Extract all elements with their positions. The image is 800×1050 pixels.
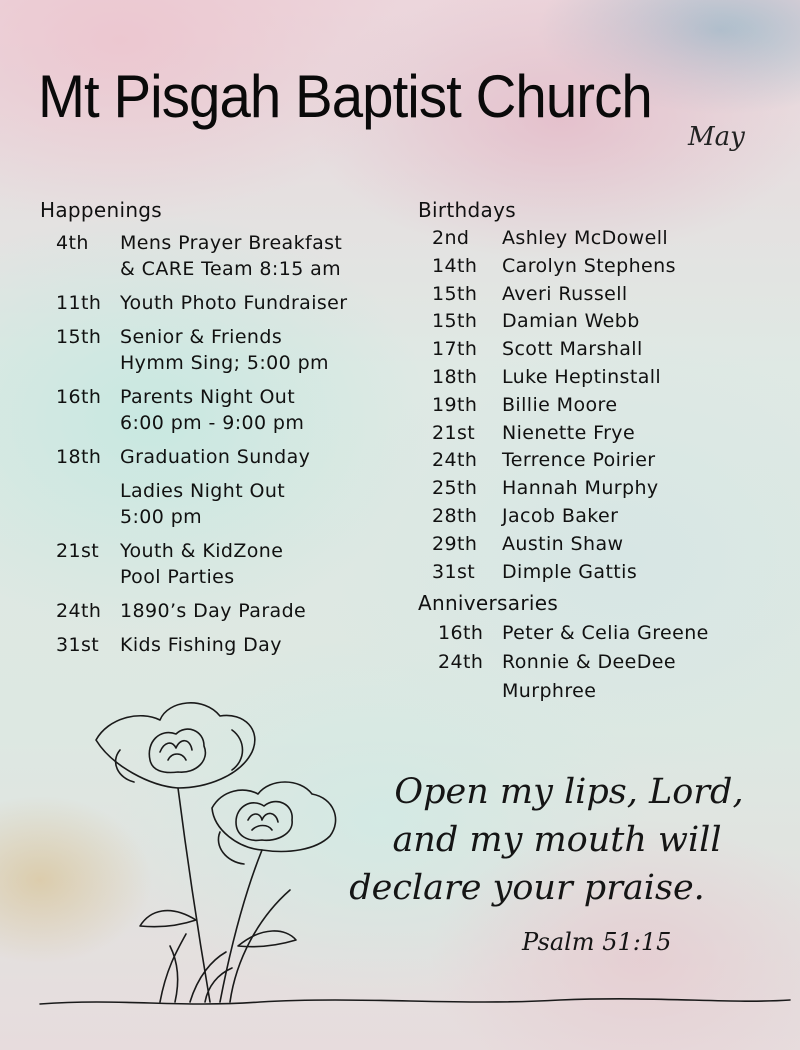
birthday-day: 29th bbox=[432, 532, 478, 555]
birthday-item bbox=[418, 253, 788, 281]
event-day bbox=[40, 478, 120, 530]
anniversaries-heading: Anniversaries bbox=[418, 591, 559, 616]
event-day: 18th bbox=[56, 446, 102, 468]
birthday-item bbox=[418, 392, 788, 420]
event-day: 11th bbox=[56, 292, 102, 314]
birthday-name: Ashley McDowell bbox=[502, 227, 669, 249]
birthday-name: Averi Russell bbox=[502, 282, 628, 305]
event-line: 6:00 pm - 9:00 pm bbox=[120, 412, 305, 434]
event-day: 4th bbox=[56, 232, 89, 254]
event-item bbox=[40, 230, 410, 282]
event-text bbox=[120, 538, 410, 590]
birthday-day: 31st bbox=[432, 560, 476, 583]
event-item bbox=[40, 290, 410, 316]
event-item bbox=[40, 444, 410, 470]
event-text bbox=[120, 230, 410, 282]
birthday-name: Damian Webb bbox=[502, 310, 640, 333]
event-item bbox=[40, 632, 410, 658]
event-line: Pool Parties bbox=[120, 566, 235, 588]
birthday-name: Carolyn Stephens bbox=[502, 254, 676, 277]
event-day: 21st bbox=[56, 540, 100, 562]
birthday-day: 15th bbox=[432, 282, 478, 305]
happenings-heading: Happenings bbox=[40, 198, 163, 222]
birthday-day: 19th bbox=[432, 393, 478, 416]
event-day: 31st bbox=[56, 634, 100, 656]
verse-line: Open my lips, Lord, bbox=[394, 772, 744, 812]
birthday-name: Luke Heptinstall bbox=[502, 365, 662, 388]
event-item bbox=[40, 598, 410, 624]
birthday-name: Terrence Poirier bbox=[502, 449, 656, 472]
birthday-day: 24th bbox=[432, 449, 478, 472]
event-text bbox=[120, 444, 410, 470]
birthday-item bbox=[418, 420, 788, 448]
birthday-day: 28th bbox=[432, 504, 478, 527]
birthday-day: 18th bbox=[432, 365, 478, 388]
birthday-name: Billie Moore bbox=[502, 393, 618, 416]
anniversary-name: Peter & Celia Greene bbox=[502, 622, 709, 645]
event-line: Senior & Friends bbox=[120, 326, 283, 348]
anniversary-line: Murphree bbox=[502, 680, 597, 703]
birthday-name: Nienette Frye bbox=[502, 421, 636, 444]
event-text bbox=[120, 632, 410, 658]
birthdays-section bbox=[418, 198, 788, 706]
birthday-item bbox=[418, 281, 788, 309]
event-day: 16th bbox=[56, 386, 102, 408]
birthday-item bbox=[418, 364, 788, 392]
event-line: & CARE Team 8:15 am bbox=[120, 258, 342, 280]
birthday-name: Austin Shaw bbox=[502, 532, 624, 555]
birthday-item bbox=[418, 503, 788, 531]
happenings-section bbox=[40, 198, 410, 666]
birthday-day: 14th bbox=[432, 254, 478, 277]
event-day: 24th bbox=[56, 600, 102, 622]
event-line: Hymm Sing; 5:00 pm bbox=[120, 352, 329, 374]
event-line: Mens Prayer Breakfast bbox=[120, 232, 343, 254]
verse-line: and my mouth will bbox=[392, 820, 722, 860]
church-title: Mt Pisgah Baptist Church bbox=[38, 63, 652, 130]
event-line: Graduation Sunday bbox=[120, 446, 311, 468]
event-line: Youth & KidZone bbox=[120, 540, 284, 562]
event-line: 1890’s Day Parade bbox=[120, 600, 307, 622]
birthday-day: 2nd bbox=[432, 227, 470, 249]
birthday-item bbox=[418, 475, 788, 503]
birthday-item bbox=[418, 531, 788, 559]
birthday-name: Scott Marshall bbox=[502, 338, 643, 361]
birthday-day: 17th bbox=[432, 338, 478, 361]
birthday-item bbox=[418, 559, 788, 587]
event-line: Ladies Night Out bbox=[120, 480, 286, 502]
anniversary-day: 16th bbox=[438, 622, 484, 645]
event-text bbox=[120, 478, 410, 530]
event-text bbox=[120, 290, 410, 316]
birthdays-heading: Birthdays bbox=[418, 198, 516, 222]
event-text bbox=[120, 324, 410, 376]
event-day: 15th bbox=[56, 326, 102, 348]
event-line: 5:00 pm bbox=[120, 506, 203, 528]
event-item bbox=[40, 478, 410, 530]
anniversary-day: 24th bbox=[438, 651, 484, 674]
event-line: Youth Photo Fundraiser bbox=[120, 292, 348, 314]
birthday-item bbox=[418, 225, 788, 253]
event-line: Kids Fishing Day bbox=[120, 634, 282, 656]
event-item bbox=[40, 384, 410, 436]
birthday-name: Dimple Gattis bbox=[502, 560, 638, 583]
event-text bbox=[120, 598, 410, 624]
birthday-day: 15th bbox=[432, 310, 478, 333]
event-item bbox=[40, 324, 410, 376]
event-item bbox=[40, 538, 410, 590]
birthday-item bbox=[418, 308, 788, 336]
birthday-item bbox=[418, 336, 788, 364]
birthday-day: 21st bbox=[432, 421, 476, 444]
verse-reference: Psalm 51:15 bbox=[522, 928, 672, 956]
birthday-day: 25th bbox=[432, 477, 478, 500]
month-label: May bbox=[688, 122, 745, 152]
birthday-item bbox=[418, 447, 788, 475]
event-text bbox=[120, 384, 410, 436]
event-line: Parents Night Out bbox=[120, 386, 296, 408]
birthday-name: Hannah Murphy bbox=[502, 477, 659, 500]
scripture-verse bbox=[342, 768, 772, 912]
anniversary-line: Ronnie & DeeDee bbox=[502, 651, 676, 674]
anniversary-item bbox=[418, 619, 788, 648]
birthday-name: Jacob Baker bbox=[502, 504, 619, 527]
verse-line: declare your praise. bbox=[349, 868, 705, 908]
